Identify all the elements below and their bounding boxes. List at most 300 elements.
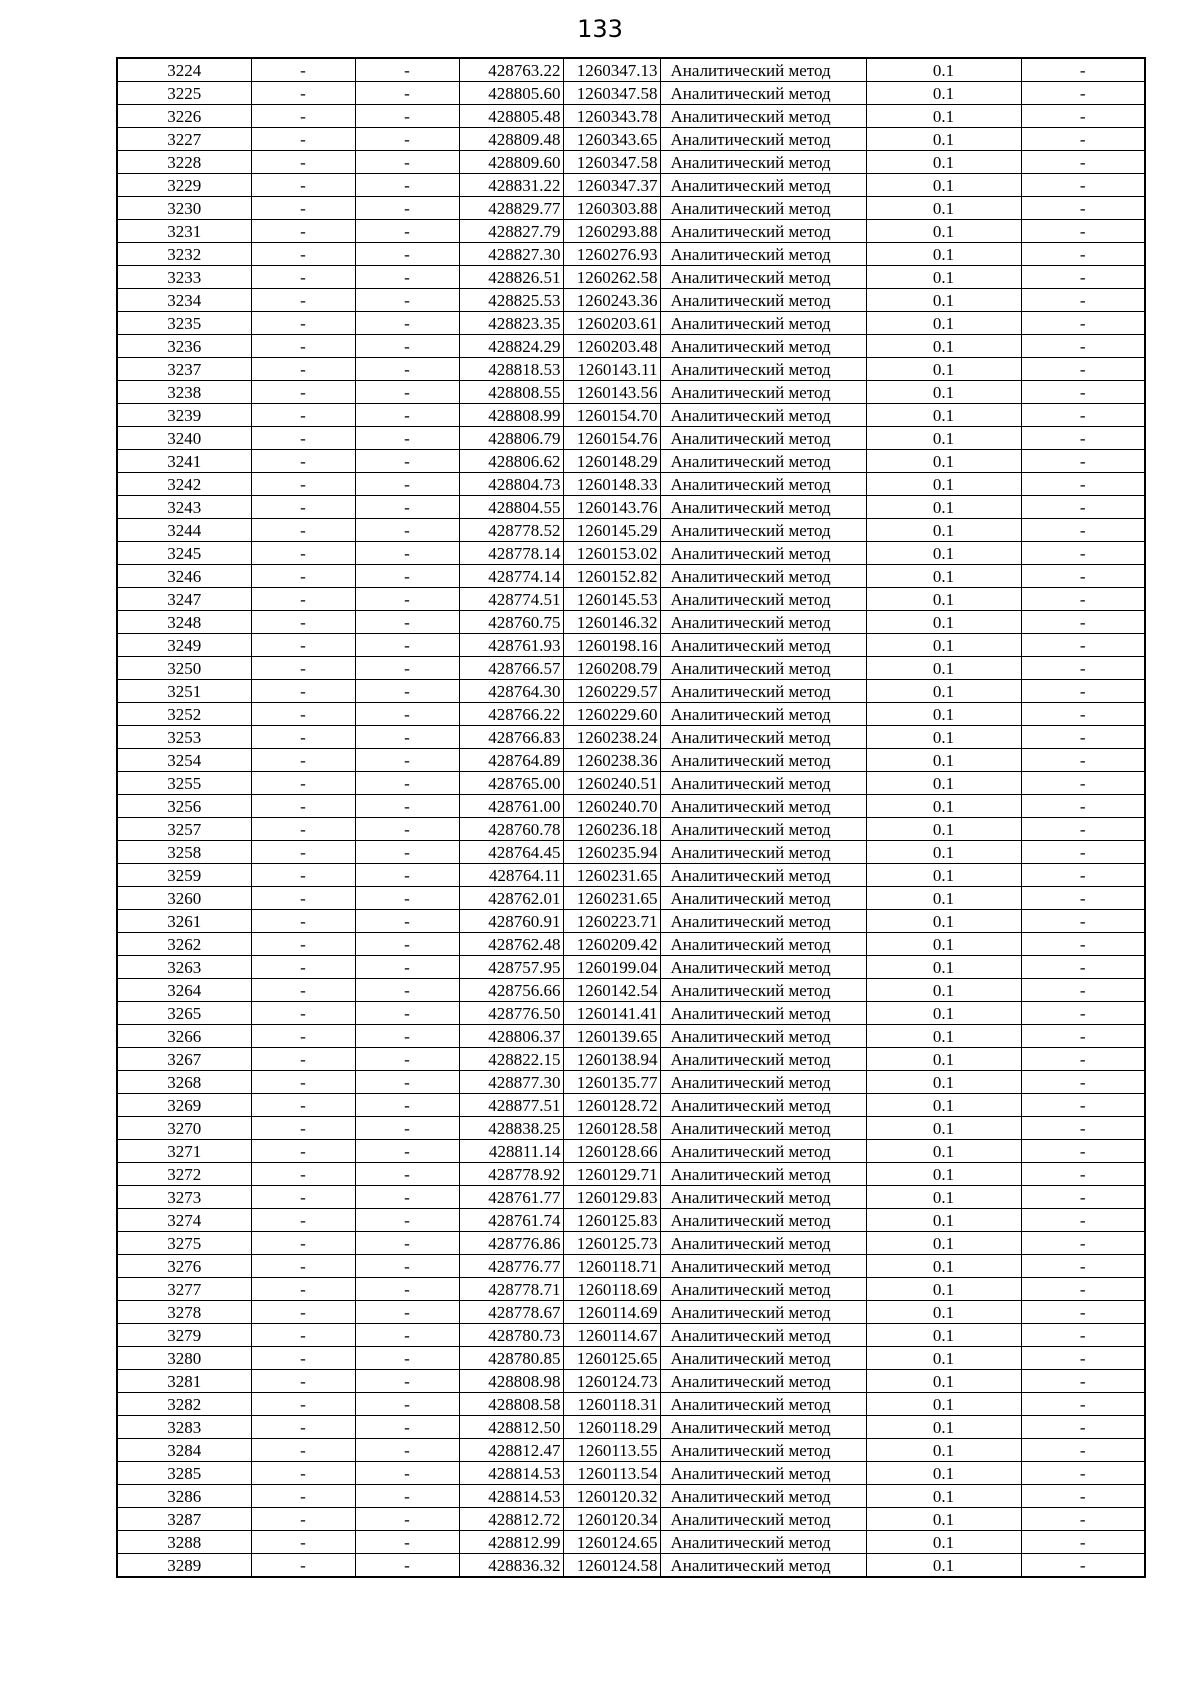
method-cell: Аналитический метод (660, 1025, 866, 1048)
accuracy-cell: 0.1 (866, 979, 1021, 1002)
empty-cell: - (251, 1531, 355, 1554)
y-coordinate-cell: 1260223.71 (563, 910, 660, 933)
x-coordinate-cell: 428805.60 (459, 82, 563, 105)
empty-cell: - (355, 1209, 459, 1232)
x-coordinate-cell: 428812.99 (459, 1531, 563, 1554)
empty-cell: - (251, 473, 355, 496)
point-number-cell: 3235 (117, 312, 251, 335)
table-row (117, 1163, 1145, 1186)
x-coordinate-cell: 428814.53 (459, 1485, 563, 1508)
table-row (117, 841, 1145, 864)
y-coordinate-cell: 1260124.58 (563, 1554, 660, 1578)
x-coordinate-cell: 428838.25 (459, 1117, 563, 1140)
x-coordinate-cell: 428761.77 (459, 1186, 563, 1209)
empty-cell: - (355, 243, 459, 266)
accuracy-cell: 0.1 (866, 565, 1021, 588)
point-number-cell: 3257 (117, 818, 251, 841)
x-coordinate-cell: 428760.75 (459, 611, 563, 634)
table-row (117, 1370, 1145, 1393)
y-coordinate-cell: 1260152.82 (563, 565, 660, 588)
method-cell: Аналитический метод (660, 887, 866, 910)
empty-cell: - (355, 634, 459, 657)
method-cell: Аналитический метод (660, 565, 866, 588)
y-coordinate-cell: 1260198.16 (563, 634, 660, 657)
page-number: 133 (577, 15, 623, 43)
accuracy-cell: 0.1 (866, 542, 1021, 565)
accuracy-cell: 0.1 (866, 105, 1021, 128)
x-coordinate-cell: 428826.51 (459, 266, 563, 289)
point-number-cell: 3249 (117, 634, 251, 657)
empty-cell: - (1021, 381, 1145, 404)
accuracy-cell: 0.1 (866, 956, 1021, 979)
table-row (117, 1048, 1145, 1071)
accuracy-cell: 0.1 (866, 749, 1021, 772)
method-cell: Аналитический метод (660, 726, 866, 749)
point-number-cell: 3271 (117, 1140, 251, 1163)
table-row (117, 726, 1145, 749)
empty-cell: - (355, 565, 459, 588)
table-row (117, 404, 1145, 427)
point-number-cell: 3230 (117, 197, 251, 220)
empty-cell: - (1021, 82, 1145, 105)
point-number-cell: 3277 (117, 1278, 251, 1301)
x-coordinate-cell: 428778.67 (459, 1301, 563, 1324)
accuracy-cell: 0.1 (866, 1071, 1021, 1094)
x-coordinate-cell: 428806.37 (459, 1025, 563, 1048)
empty-cell: - (1021, 795, 1145, 818)
x-coordinate-cell: 428760.91 (459, 910, 563, 933)
empty-cell: - (355, 358, 459, 381)
point-number-cell: 3282 (117, 1393, 251, 1416)
x-coordinate-cell: 428806.62 (459, 450, 563, 473)
point-number-cell: 3276 (117, 1255, 251, 1278)
empty-cell: - (355, 427, 459, 450)
empty-cell: - (355, 1048, 459, 1071)
empty-cell: - (251, 1163, 355, 1186)
method-cell: Аналитический метод (660, 749, 866, 772)
method-cell: Аналитический метод (660, 611, 866, 634)
empty-cell: - (355, 312, 459, 335)
y-coordinate-cell: 1260153.02 (563, 542, 660, 565)
empty-cell: - (251, 956, 355, 979)
method-cell: Аналитический метод (660, 312, 866, 335)
table-row (117, 381, 1145, 404)
empty-cell: - (1021, 1439, 1145, 1462)
table-row (117, 703, 1145, 726)
method-cell: Аналитический метод (660, 1347, 866, 1370)
empty-cell: - (251, 1232, 355, 1255)
table-row (117, 289, 1145, 312)
y-coordinate-cell: 1260143.76 (563, 496, 660, 519)
method-cell: Аналитический метод (660, 1393, 866, 1416)
accuracy-cell: 0.1 (866, 312, 1021, 335)
x-coordinate-cell: 428827.30 (459, 243, 563, 266)
method-cell: Аналитический метод (660, 1508, 866, 1531)
point-number-cell: 3268 (117, 1071, 251, 1094)
method-cell: Аналитический метод (660, 58, 866, 82)
empty-cell: - (355, 841, 459, 864)
empty-cell: - (1021, 220, 1145, 243)
method-cell: Аналитический метод (660, 496, 866, 519)
empty-cell: - (355, 174, 459, 197)
x-coordinate-cell: 428805.48 (459, 105, 563, 128)
table-row (117, 1554, 1145, 1578)
table-row (117, 220, 1145, 243)
point-number-cell: 3265 (117, 1002, 251, 1025)
empty-cell: - (251, 427, 355, 450)
empty-cell: - (251, 151, 355, 174)
x-coordinate-cell: 428762.48 (459, 933, 563, 956)
empty-cell: - (251, 1416, 355, 1439)
point-number-cell: 3266 (117, 1025, 251, 1048)
y-coordinate-cell: 1260347.13 (563, 58, 660, 82)
point-number-cell: 3262 (117, 933, 251, 956)
empty-cell: - (1021, 634, 1145, 657)
y-coordinate-cell: 1260347.37 (563, 174, 660, 197)
empty-cell: - (355, 1094, 459, 1117)
empty-cell: - (251, 105, 355, 128)
coordinates-table (116, 57, 1146, 1578)
table-row (117, 151, 1145, 174)
accuracy-cell: 0.1 (866, 1025, 1021, 1048)
method-cell: Аналитический метод (660, 933, 866, 956)
table-row (117, 680, 1145, 703)
table-row (117, 358, 1145, 381)
table-row (117, 312, 1145, 335)
y-coordinate-cell: 1260146.32 (563, 611, 660, 634)
table-row (117, 174, 1145, 197)
method-cell: Аналитический метод (660, 1186, 866, 1209)
point-number-cell: 3280 (117, 1347, 251, 1370)
empty-cell: - (355, 1255, 459, 1278)
y-coordinate-cell: 1260135.77 (563, 1071, 660, 1094)
method-cell: Аналитический метод (660, 680, 866, 703)
accuracy-cell: 0.1 (866, 1531, 1021, 1554)
table-row (117, 58, 1145, 82)
method-cell: Аналитический метод (660, 1485, 866, 1508)
accuracy-cell: 0.1 (866, 289, 1021, 312)
accuracy-cell: 0.1 (866, 1278, 1021, 1301)
empty-cell: - (355, 1232, 459, 1255)
empty-cell: - (1021, 910, 1145, 933)
empty-cell: - (251, 1255, 355, 1278)
empty-cell: - (251, 680, 355, 703)
point-number-cell: 3259 (117, 864, 251, 887)
empty-cell: - (251, 335, 355, 358)
method-cell: Аналитический метод (660, 772, 866, 795)
empty-cell: - (355, 1416, 459, 1439)
empty-cell: - (1021, 1370, 1145, 1393)
accuracy-cell: 0.1 (866, 82, 1021, 105)
x-coordinate-cell: 428766.22 (459, 703, 563, 726)
empty-cell: - (355, 128, 459, 151)
x-coordinate-cell: 428776.86 (459, 1232, 563, 1255)
accuracy-cell: 0.1 (866, 381, 1021, 404)
accuracy-cell: 0.1 (866, 404, 1021, 427)
accuracy-cell: 0.1 (866, 1485, 1021, 1508)
method-cell: Аналитический метод (660, 335, 866, 358)
method-cell: Аналитический метод (660, 1255, 866, 1278)
point-number-cell: 3226 (117, 105, 251, 128)
empty-cell: - (355, 151, 459, 174)
empty-cell: - (251, 1186, 355, 1209)
empty-cell: - (1021, 772, 1145, 795)
table-row (117, 1416, 1145, 1439)
table-row (117, 519, 1145, 542)
accuracy-cell: 0.1 (866, 335, 1021, 358)
point-number-cell: 3228 (117, 151, 251, 174)
empty-cell: - (1021, 1278, 1145, 1301)
empty-cell: - (251, 887, 355, 910)
empty-cell: - (251, 220, 355, 243)
accuracy-cell: 0.1 (866, 772, 1021, 795)
table-row (117, 1393, 1145, 1416)
y-coordinate-cell: 1260128.66 (563, 1140, 660, 1163)
point-number-cell: 3232 (117, 243, 251, 266)
y-coordinate-cell: 1260142.54 (563, 979, 660, 1002)
table-row (117, 1439, 1145, 1462)
table-row (117, 1232, 1145, 1255)
point-number-cell: 3288 (117, 1531, 251, 1554)
point-number-cell: 3248 (117, 611, 251, 634)
empty-cell: - (251, 1393, 355, 1416)
empty-cell: - (251, 841, 355, 864)
empty-cell: - (251, 1048, 355, 1071)
y-coordinate-cell: 1260120.32 (563, 1485, 660, 1508)
y-coordinate-cell: 1260148.29 (563, 450, 660, 473)
x-coordinate-cell: 428836.32 (459, 1554, 563, 1578)
x-coordinate-cell: 428877.30 (459, 1071, 563, 1094)
empty-cell: - (355, 1531, 459, 1554)
accuracy-cell: 0.1 (866, 1416, 1021, 1439)
empty-cell: - (355, 1186, 459, 1209)
x-coordinate-cell: 428827.79 (459, 220, 563, 243)
table-row (117, 956, 1145, 979)
empty-cell: - (355, 749, 459, 772)
x-coordinate-cell: 428829.77 (459, 197, 563, 220)
empty-cell: - (355, 1485, 459, 1508)
empty-cell: - (1021, 289, 1145, 312)
method-cell: Аналитический метод (660, 956, 866, 979)
x-coordinate-cell: 428812.50 (459, 1416, 563, 1439)
empty-cell: - (1021, 841, 1145, 864)
method-cell: Аналитический метод (660, 105, 866, 128)
empty-cell: - (1021, 427, 1145, 450)
accuracy-cell: 0.1 (866, 1255, 1021, 1278)
table-row (117, 128, 1145, 151)
empty-cell: - (251, 749, 355, 772)
empty-cell: - (355, 657, 459, 680)
empty-cell: - (1021, 1255, 1145, 1278)
method-cell: Аналитический метод (660, 1439, 866, 1462)
method-cell: Аналитический метод (660, 634, 866, 657)
empty-cell: - (251, 542, 355, 565)
empty-cell: - (1021, 450, 1145, 473)
y-coordinate-cell: 1260229.60 (563, 703, 660, 726)
empty-cell: - (1021, 266, 1145, 289)
empty-cell: - (1021, 542, 1145, 565)
empty-cell: - (355, 1508, 459, 1531)
empty-cell: - (251, 818, 355, 841)
accuracy-cell: 0.1 (866, 1140, 1021, 1163)
y-coordinate-cell: 1260347.58 (563, 82, 660, 105)
empty-cell: - (251, 611, 355, 634)
accuracy-cell: 0.1 (866, 1163, 1021, 1186)
y-coordinate-cell: 1260114.69 (563, 1301, 660, 1324)
method-cell: Аналитический метод (660, 979, 866, 1002)
accuracy-cell: 0.1 (866, 220, 1021, 243)
empty-cell: - (355, 220, 459, 243)
y-coordinate-cell: 1260203.61 (563, 312, 660, 335)
y-coordinate-cell: 1260148.33 (563, 473, 660, 496)
point-number-cell: 3229 (117, 174, 251, 197)
method-cell: Аналитический метод (660, 174, 866, 197)
point-number-cell: 3241 (117, 450, 251, 473)
empty-cell: - (251, 1117, 355, 1140)
point-number-cell: 3246 (117, 565, 251, 588)
empty-cell: - (251, 289, 355, 312)
empty-cell: - (355, 1278, 459, 1301)
table-row (117, 818, 1145, 841)
empty-cell: - (1021, 887, 1145, 910)
empty-cell: - (1021, 243, 1145, 266)
method-cell: Аналитический метод (660, 151, 866, 174)
method-cell: Аналитический метод (660, 818, 866, 841)
empty-cell: - (1021, 197, 1145, 220)
empty-cell: - (251, 1347, 355, 1370)
empty-cell: - (355, 450, 459, 473)
method-cell: Аналитический метод (660, 1301, 866, 1324)
empty-cell: - (355, 1071, 459, 1094)
empty-cell: - (355, 795, 459, 818)
point-number-cell: 3253 (117, 726, 251, 749)
y-coordinate-cell: 1260138.94 (563, 1048, 660, 1071)
method-cell: Аналитический метод (660, 542, 866, 565)
method-cell: Аналитический метод (660, 1531, 866, 1554)
empty-cell: - (355, 473, 459, 496)
table-row (117, 450, 1145, 473)
empty-cell: - (1021, 864, 1145, 887)
x-coordinate-cell: 428761.93 (459, 634, 563, 657)
empty-cell: - (1021, 1163, 1145, 1186)
empty-cell: - (1021, 680, 1145, 703)
y-coordinate-cell: 1260199.04 (563, 956, 660, 979)
method-cell: Аналитический метод (660, 1071, 866, 1094)
empty-cell: - (1021, 979, 1145, 1002)
y-coordinate-cell: 1260293.88 (563, 220, 660, 243)
empty-cell: - (355, 680, 459, 703)
table-row (117, 427, 1145, 450)
method-cell: Аналитический метод (660, 1554, 866, 1578)
y-coordinate-cell: 1260154.76 (563, 427, 660, 450)
empty-cell: - (1021, 473, 1145, 496)
point-number-cell: 3285 (117, 1462, 251, 1485)
y-coordinate-cell: 1260143.56 (563, 381, 660, 404)
empty-cell: - (355, 726, 459, 749)
accuracy-cell: 0.1 (866, 128, 1021, 151)
x-coordinate-cell: 428814.53 (459, 1462, 563, 1485)
empty-cell: - (1021, 749, 1145, 772)
empty-cell: - (1021, 588, 1145, 611)
accuracy-cell: 0.1 (866, 427, 1021, 450)
empty-cell: - (355, 933, 459, 956)
y-coordinate-cell: 1260154.70 (563, 404, 660, 427)
x-coordinate-cell: 428806.79 (459, 427, 563, 450)
point-number-cell: 3233 (117, 266, 251, 289)
empty-cell: - (251, 703, 355, 726)
empty-cell: - (355, 887, 459, 910)
y-coordinate-cell: 1260209.42 (563, 933, 660, 956)
empty-cell: - (355, 1393, 459, 1416)
y-coordinate-cell: 1260120.34 (563, 1508, 660, 1531)
method-cell: Аналитический метод (660, 289, 866, 312)
empty-cell: - (355, 542, 459, 565)
accuracy-cell: 0.1 (866, 174, 1021, 197)
empty-cell: - (251, 1485, 355, 1508)
table-row (117, 1301, 1145, 1324)
empty-cell: - (251, 634, 355, 657)
accuracy-cell: 0.1 (866, 680, 1021, 703)
point-number-cell: 3250 (117, 657, 251, 680)
table-row (117, 611, 1145, 634)
x-coordinate-cell: 428761.74 (459, 1209, 563, 1232)
y-coordinate-cell: 1260235.94 (563, 841, 660, 864)
x-coordinate-cell: 428765.00 (459, 772, 563, 795)
x-coordinate-cell: 428776.77 (459, 1255, 563, 1278)
y-coordinate-cell: 1260238.36 (563, 749, 660, 772)
method-cell: Аналитический метод (660, 1209, 866, 1232)
table-row (117, 1140, 1145, 1163)
x-coordinate-cell: 428760.78 (459, 818, 563, 841)
y-coordinate-cell: 1260231.65 (563, 887, 660, 910)
empty-cell: - (355, 956, 459, 979)
point-number-cell: 3247 (117, 588, 251, 611)
empty-cell: - (355, 404, 459, 427)
accuracy-cell: 0.1 (866, 1439, 1021, 1462)
empty-cell: - (251, 1439, 355, 1462)
method-cell: Аналитический метод (660, 1117, 866, 1140)
point-number-cell: 3236 (117, 335, 251, 358)
empty-cell: - (355, 519, 459, 542)
empty-cell: - (355, 1324, 459, 1347)
table-row (117, 1117, 1145, 1140)
table-row (117, 933, 1145, 956)
x-coordinate-cell: 428780.85 (459, 1347, 563, 1370)
method-cell: Аналитический метод (660, 1324, 866, 1347)
method-cell: Аналитический метод (660, 1140, 866, 1163)
empty-cell: - (251, 197, 355, 220)
empty-cell: - (355, 1462, 459, 1485)
x-coordinate-cell: 428825.53 (459, 289, 563, 312)
table-row (117, 1508, 1145, 1531)
empty-cell: - (251, 1025, 355, 1048)
y-coordinate-cell: 1260118.31 (563, 1393, 660, 1416)
empty-cell: - (1021, 1140, 1145, 1163)
empty-cell: - (1021, 1071, 1145, 1094)
method-cell: Аналитический метод (660, 404, 866, 427)
table-row (117, 565, 1145, 588)
table-row (117, 1002, 1145, 1025)
point-number-cell: 3225 (117, 82, 251, 105)
x-coordinate-cell: 428812.72 (459, 1508, 563, 1531)
empty-cell: - (1021, 565, 1145, 588)
method-cell: Аналитический метод (660, 795, 866, 818)
empty-cell: - (1021, 151, 1145, 174)
y-coordinate-cell: 1260129.83 (563, 1186, 660, 1209)
empty-cell: - (251, 128, 355, 151)
point-number-cell: 3272 (117, 1163, 251, 1186)
point-number-cell: 3260 (117, 887, 251, 910)
